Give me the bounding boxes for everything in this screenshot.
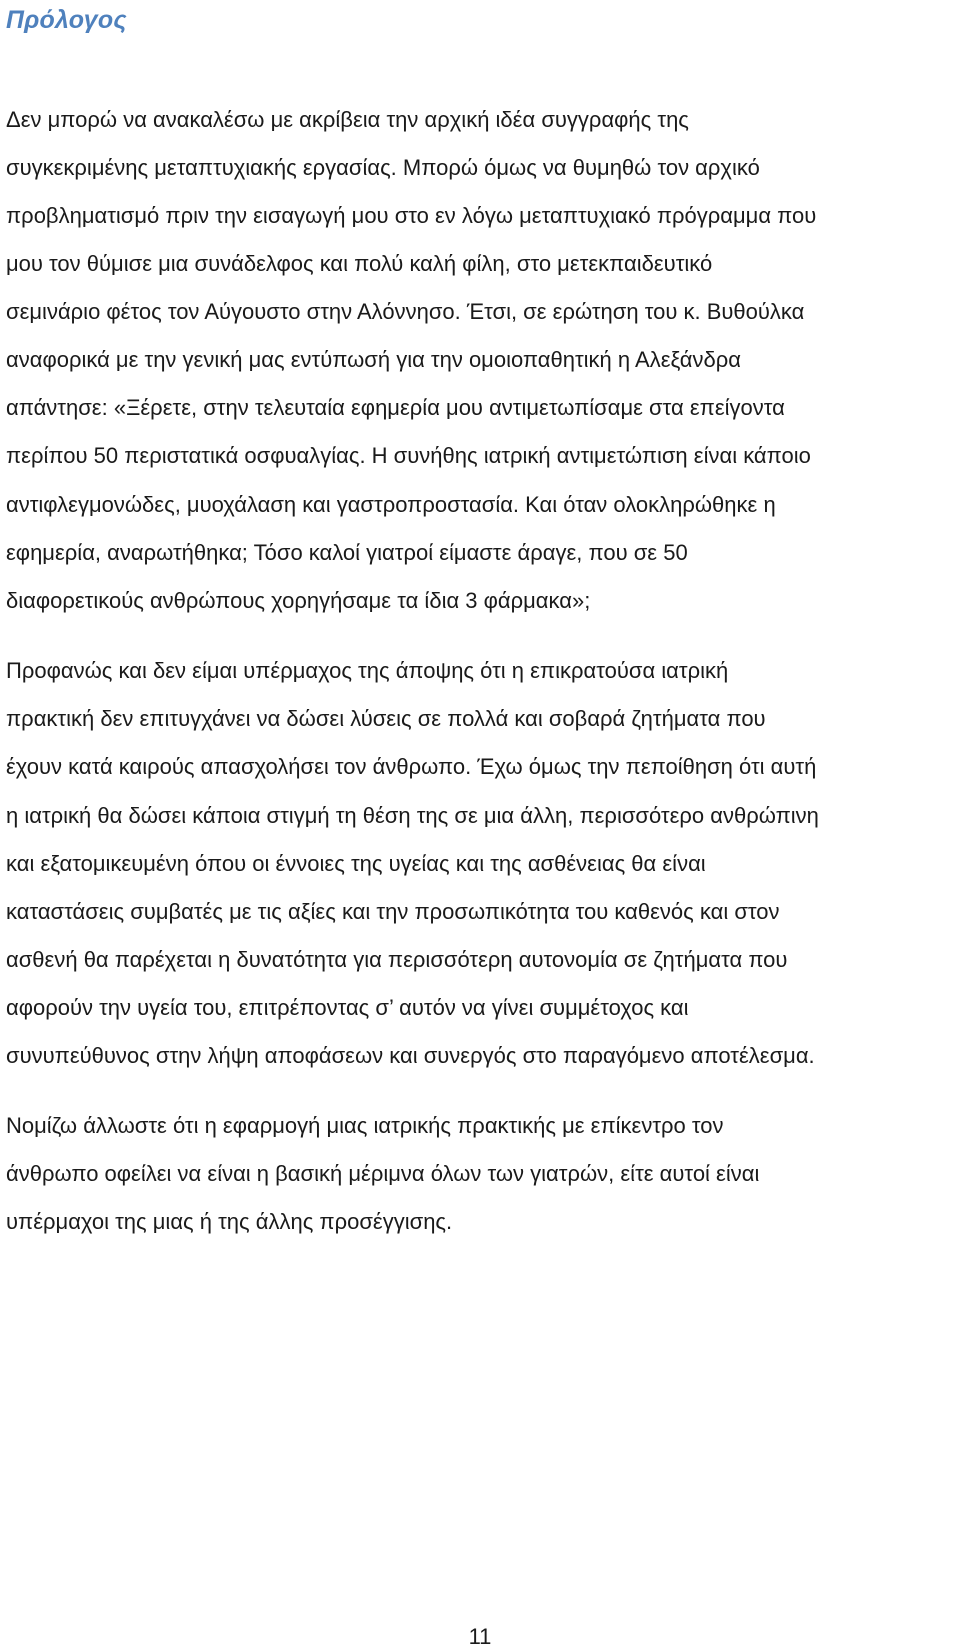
- text-line: αφορούν την υγεία του, επιτρέποντας σ’ αυτόν να γίνει συμμέτοχος και: [6, 995, 689, 1020]
- text-line: προβληματισμό πριν την εισαγωγή μου στο εν λόγω μεταπτυχιακό πρόγραμμα που: [6, 203, 817, 228]
- text-line: μου τον θύμισε μια συνάδελφος και πολύ καλή φίλη, στο μετεκπαιδευτικό: [6, 251, 713, 276]
- text-line: πρακτική δεν επιτυγχάνει να δώσει λύσεις σε πολλά και σοβαρά ζητήματα που: [6, 706, 766, 731]
- text-line: καταστάσεις συμβατές με τις αξίες και την προσωπικότητα του καθενός και στον: [6, 899, 780, 924]
- text-line: περίπου 50 περιστατικά οσφυαλγίας. Η συνήθης ιατρική αντιμετώπιση είναι κάποιο: [6, 443, 811, 468]
- text-line: συνυπεύθυνος στην λήψη αποφάσεων και συνεργός στο παραγόμενο αποτέλεσμα.: [6, 1043, 815, 1068]
- text-line: και εξατομικευμένη όπου οι έννοιες της υγείας και της ασθένειας θα είναι: [6, 851, 706, 876]
- text-line: Νομίζω άλλωστε ότι η εφαρμογή μιας ιατρικής πρακτικής με επίκεντρο τον: [6, 1113, 724, 1138]
- text-line: ασθενή θα παρέχεται η δυνατότητα για περισσότερη αυτονομία σε ζητήματα που: [6, 947, 788, 972]
- text-line: απάντησε: «Ξέρετε, στην τελευταία εφημερία μου αντιμετωπίσαμε στα επείγοντα: [6, 395, 785, 420]
- text-line: άνθρωπο οφείλει να είναι η βασική μέριμνα όλων των γιατρών, είτε αυτοί είναι: [6, 1161, 760, 1186]
- text-line: η ιατρική θα δώσει κάποια στιγμή τη θέση της σε μια άλλη, περισσότερο ανθρώπινη: [6, 803, 819, 828]
- text-line: σεμινάριο φέτος τον Αύγουστο στην Αλόννησο. Έτσι, σε ερώτηση του κ. Βυθούλκα: [6, 299, 805, 324]
- text-line: διαφορετικούς ανθρώπους χορηγήσαμε τα ίδια 3 φάρμακα»;: [6, 588, 591, 613]
- text-line: εφημερία, αναρωτήθηκα; Τόσο καλοί γιατροί είμαστε άραγε, που σε 50: [6, 540, 688, 565]
- text-line: συγκεκριμένης μεταπτυχιακής εργασίας. Μπορώ όμως να θυμηθώ τον αρχικό: [6, 155, 760, 180]
- text-line: έχουν κατά καιρούς απασχολήσει τον άνθρωπο. Έχω όμως την πεποίθηση ότι αυτή: [6, 754, 817, 779]
- text-line: Δεν μπορώ να ανακαλέσω με ακρίβεια την αρχική ιδέα συγγραφής της: [6, 107, 689, 132]
- text-line: Προφανώς και δεν είμαι υπέρμαχος της άποψης ότι η επικρατούσα ιατρική: [6, 658, 729, 683]
- page-number: 11: [468, 1624, 492, 1649]
- text-line: αναφορικά με την γενική μας εντύπωσή για την ομοιοπαθητική η Αλεξάνδρα: [6, 347, 741, 372]
- page-heading: Πρόλογος: [6, 6, 127, 34]
- text-line: αντιφλεγμονώδες, μυοχάλαση και γαστροπροστασία. Και όταν ολοκληρώθηκε η: [6, 492, 776, 517]
- text-line: υπέρμαχοι της μιας ή της άλλης προσέγγισης.: [6, 1209, 453, 1234]
